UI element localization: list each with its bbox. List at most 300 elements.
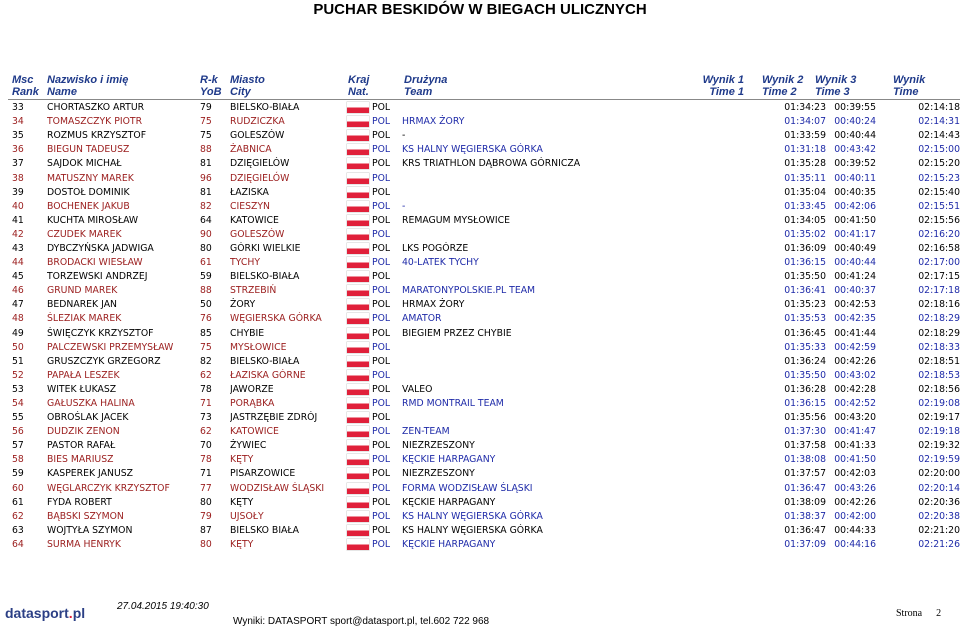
- flag-cell: [344, 327, 372, 341]
- flag-cell: [344, 383, 372, 397]
- poland-flag-icon: [347, 426, 369, 437]
- time1-cell: 01:36:15: [784, 398, 826, 410]
- rank-cell: 61: [12, 496, 24, 508]
- team-cell: HRMAX ŻORY: [402, 299, 465, 311]
- name-cell: BOCHENEK JAKUB: [47, 200, 130, 212]
- yob-cell: 80: [200, 496, 212, 508]
- time2-cell: 00:43:02: [834, 369, 876, 381]
- nat-cell: POL: [372, 454, 391, 466]
- total-time-cell: 02:15:00: [918, 144, 960, 156]
- nat-cell: POL: [372, 158, 391, 170]
- time1-cell: 01:38:08: [784, 454, 826, 466]
- nat-cell: POL: [372, 299, 391, 311]
- yob-cell: 81: [200, 158, 212, 170]
- time2-cell: 00:41:44: [834, 327, 876, 339]
- time1-cell: 01:37:09: [784, 538, 826, 550]
- table-row: [0, 101, 960, 115]
- table-row: [0, 256, 960, 270]
- yob-cell: 64: [200, 214, 212, 226]
- page-indicator: [896, 608, 941, 619]
- table-row: [0, 397, 960, 411]
- team-cell: [402, 270, 740, 284]
- city-cell: ŻABNICA: [230, 144, 272, 156]
- team-cell: NIEZRZESZONY: [402, 440, 475, 452]
- poland-flag-icon: [347, 158, 369, 169]
- poland-flag-icon: [347, 468, 369, 479]
- time1-cell: 01:37:30: [784, 426, 826, 438]
- time2-cell: 00:40:24: [834, 116, 876, 128]
- poland-flag-icon: [347, 229, 369, 240]
- flag-cell: [344, 284, 372, 298]
- name-cell: CHORTASZKO ARTUR: [47, 102, 145, 114]
- rank-cell: 57: [12, 440, 24, 452]
- nat-cell: POL: [372, 102, 391, 114]
- yob-cell: 80: [200, 538, 212, 550]
- name-cell: DOSTOŁ DOMINIK: [47, 186, 130, 198]
- rank-cell: 36: [12, 144, 24, 156]
- nat-cell: POL: [372, 510, 391, 522]
- total-time-cell: 02:20:00: [918, 468, 960, 480]
- team-cell: [402, 228, 740, 242]
- results-credit: Wyniki: DATASPORT sport@datasport.pl, tel.602 722 968: [233, 616, 490, 627]
- rank-cell: 52: [12, 369, 24, 381]
- flag-cell: [344, 186, 372, 200]
- city-cell: RUDZICZKA: [230, 116, 285, 128]
- flag-cell: [344, 312, 372, 326]
- time1-cell: 01:37:58: [784, 440, 826, 452]
- time2-cell: 00:42:52: [834, 398, 876, 410]
- rank-cell: 62: [12, 510, 24, 522]
- flag-cell: [344, 538, 372, 552]
- name-cell: FYDA ROBERT: [47, 496, 112, 508]
- col-time-pl-label: Wynik: [893, 74, 926, 86]
- name-cell: PAPAŁA LESZEK: [47, 369, 120, 381]
- team-cell: [402, 411, 740, 425]
- nat-cell: POL: [372, 144, 391, 156]
- city-cell: KATOWICE: [230, 214, 279, 226]
- name-cell: WOJTYŁA SZYMON: [47, 524, 133, 536]
- print-timestamp: 27.04.2015 19:40:30: [117, 601, 209, 612]
- time2-cell: 00:41:17: [834, 228, 876, 240]
- time2-cell: 00:40:37: [834, 285, 876, 297]
- nat-cell: POL: [372, 468, 391, 480]
- poland-flag-icon: [347, 328, 369, 339]
- rank-cell: 33: [12, 102, 24, 114]
- yob-cell: 75: [200, 341, 212, 353]
- flag-cell: [344, 101, 372, 115]
- total-time-cell: 02:18:16: [918, 299, 960, 311]
- nat-cell: POL: [372, 341, 391, 353]
- time2-cell: 00:40:35: [834, 186, 876, 198]
- total-time-cell: 02:18:51: [918, 355, 960, 367]
- time2-cell: 00:43:26: [834, 482, 876, 494]
- rank-cell: 63: [12, 524, 24, 536]
- name-cell: TOMASZCZYK PIOTR: [47, 116, 143, 128]
- city-cell: TYCHY: [230, 257, 261, 269]
- poland-flag-icon: [347, 454, 369, 465]
- yob-cell: 50: [200, 299, 212, 311]
- flag-cell: [344, 214, 372, 228]
- col-name-pl-label: Nazwisko i imię: [47, 74, 129, 86]
- flag-cell: [344, 270, 372, 284]
- team-cell: [402, 171, 740, 185]
- poland-flag-icon: [347, 102, 369, 113]
- yob-cell: 81: [200, 186, 212, 198]
- total-time-cell: 02:19:17: [918, 412, 960, 424]
- time1-cell: 01:37:57: [784, 468, 826, 480]
- table-row: [0, 327, 960, 341]
- rank-cell: 47: [12, 299, 24, 311]
- yob-cell: 88: [200, 285, 212, 297]
- rank-cell: 58: [12, 454, 24, 466]
- total-time-cell: 02:18:33: [918, 341, 960, 353]
- nat-cell: POL: [372, 538, 391, 550]
- team-cell: KRS TRIATHLON DĄBROWA GÓRNICZA: [402, 158, 581, 170]
- team-cell: [402, 186, 740, 200]
- time1-cell: 01:35:53: [784, 313, 826, 325]
- time1-cell: 01:35:50: [784, 271, 826, 283]
- time2-cell: 00:44:16: [834, 538, 876, 550]
- time2-cell: 00:41:50: [834, 214, 876, 226]
- poland-flag-icon: [347, 384, 369, 395]
- poland-flag-icon: [347, 398, 369, 409]
- name-cell: ŚLEZIAK MAREK: [47, 313, 122, 325]
- city-cell: MYSŁOWICE: [230, 341, 287, 353]
- name-cell: BIES MARIUSZ: [47, 454, 114, 466]
- nat-cell: POL: [372, 327, 391, 339]
- flag-cell: [344, 369, 372, 383]
- time2-cell: 00:41:24: [834, 271, 876, 283]
- team-cell: KĘCKIE HARPAGANY: [402, 538, 496, 550]
- poland-flag-icon: [347, 201, 369, 212]
- name-cell: CZUDEK MAREK: [47, 228, 122, 240]
- rank-cell: 59: [12, 468, 24, 480]
- poland-flag-icon: [347, 342, 369, 353]
- city-cell: KĘTY: [230, 496, 254, 508]
- table-row: [0, 524, 960, 538]
- col-team-en-label: Team: [404, 86, 433, 98]
- name-cell: GRUSZCZYK GRZEGORZ: [47, 355, 161, 367]
- rank-cell: 60: [12, 482, 24, 494]
- time2-cell: 00:43:20: [834, 412, 876, 424]
- time1-cell: 01:35:33: [784, 341, 826, 353]
- time2-cell: 00:42:53: [834, 299, 876, 311]
- poland-flag-icon: [347, 187, 369, 198]
- yob-cell: 75: [200, 116, 212, 128]
- total-time-cell: 02:15:56: [918, 214, 960, 226]
- flag-cell: [344, 439, 372, 453]
- nat-cell: POL: [372, 313, 391, 325]
- col-time1-pl-label: Wynik 1: [702, 74, 744, 86]
- name-cell: GAŁUSZKA HALINA: [47, 398, 135, 410]
- rank-cell: 64: [12, 538, 24, 550]
- nat-cell: POL: [372, 271, 391, 283]
- name-cell: TORZEWSKI ANDRZEJ: [47, 271, 148, 283]
- time1-cell: 01:35:11: [784, 172, 826, 184]
- time2-cell: 00:44:33: [834, 524, 876, 536]
- time1-cell: 01:33:45: [784, 200, 826, 212]
- team-cell: [402, 369, 740, 383]
- time1-cell: 01:35:28: [784, 158, 826, 170]
- poland-flag-icon: [347, 116, 369, 127]
- city-cell: ŁAZISKA GÓRNE: [230, 369, 306, 381]
- yob-cell: 82: [200, 355, 212, 367]
- time1-cell: 01:35:23: [784, 299, 826, 311]
- city-cell: JASTRZĘBIE ZDRÓJ: [230, 412, 318, 424]
- team-cell: ZEN-TEAM: [402, 426, 450, 438]
- table-row: [0, 482, 960, 496]
- time1-cell: 01:35:50: [784, 369, 826, 381]
- col-yob-label: YoB: [200, 86, 222, 98]
- nat-cell: POL: [372, 116, 391, 128]
- city-cell: ŻORY: [230, 299, 256, 311]
- flag-cell: [344, 482, 372, 496]
- total-time-cell: 02:14:31: [918, 116, 960, 128]
- poland-flag-icon: [347, 173, 369, 184]
- name-cell: PALCZEWSKI PRZEMYSŁAW: [47, 341, 174, 353]
- col-msc-label: Msc: [12, 74, 34, 86]
- city-cell: BIELSKO-BIAŁA: [230, 355, 300, 367]
- city-cell: GOLESZÓW: [230, 130, 285, 142]
- rank-cell: 42: [12, 228, 24, 240]
- flag-cell: [344, 453, 372, 467]
- table-row: [0, 510, 960, 524]
- name-cell: OBROŚLAK JACEK: [47, 412, 129, 424]
- flag-cell: [344, 355, 372, 369]
- team-cell: AMATOR: [402, 313, 442, 325]
- table-row: [0, 228, 960, 242]
- yob-cell: 96: [200, 172, 212, 184]
- poland-flag-icon: [347, 511, 369, 522]
- total-time-cell: 02:19:08: [918, 398, 960, 410]
- time2-cell: 00:43:42: [834, 144, 876, 156]
- team-cell: -: [402, 200, 406, 212]
- datasport-logo: datasport.pl: [5, 605, 86, 621]
- table-row: [0, 369, 960, 383]
- team-cell: MARATONYPOLSKIE.PL TEAM: [402, 285, 536, 297]
- city-cell: WODZISŁAW ŚLĄSKI: [230, 482, 325, 494]
- table-row: [0, 270, 960, 284]
- team-cell: HRMAX ŻORY: [402, 116, 465, 128]
- rank-cell: 39: [12, 186, 24, 198]
- team-cell: RMD MONTRAIL TEAM: [402, 398, 504, 410]
- rank-cell: 53: [12, 383, 24, 395]
- table-row: [0, 467, 960, 481]
- col-time-en-label: Time: [893, 86, 919, 98]
- poland-flag-icon: [347, 257, 369, 268]
- city-cell: PISARZOWICE: [230, 468, 296, 480]
- flag-cell: [344, 143, 372, 157]
- name-cell: MATUSZNY MAREK: [47, 172, 134, 184]
- team-cell: KS HALNY WĘGIERSKA GÓRKA: [402, 524, 543, 536]
- total-time-cell: 02:18:53: [918, 369, 960, 381]
- time1-cell: 01:38:09: [784, 496, 826, 508]
- total-time-cell: 02:16:58: [918, 242, 960, 254]
- total-time-cell: 02:15:40: [918, 186, 960, 198]
- flag-cell: [344, 467, 372, 481]
- name-cell: GRUND MAREK: [47, 285, 118, 297]
- time1-cell: 01:36:15: [784, 257, 826, 269]
- flag-cell: [344, 341, 372, 355]
- yob-cell: 87: [200, 524, 212, 536]
- rank-cell: 54: [12, 398, 24, 410]
- yob-cell: 62: [200, 426, 212, 438]
- city-cell: ŁAZISKA: [230, 186, 269, 198]
- flag-cell: [344, 298, 372, 312]
- team-cell: KĘCKIE HARPAGANY: [402, 454, 496, 466]
- nat-cell: POL: [372, 440, 391, 452]
- nat-cell: POL: [372, 285, 391, 297]
- total-time-cell: 02:14:43: [918, 130, 960, 142]
- flag-cell: [344, 411, 372, 425]
- nat-cell: POL: [372, 524, 391, 536]
- total-time-cell: 02:21:26: [918, 538, 960, 550]
- total-time-cell: 02:16:20: [918, 228, 960, 240]
- table-row: [0, 284, 960, 298]
- total-time-cell: 02:14:18: [918, 102, 960, 114]
- total-time-cell: 02:18:29: [918, 313, 960, 325]
- rank-cell: 40: [12, 200, 24, 212]
- total-time-cell: 02:19:18: [918, 426, 960, 438]
- flag-cell: [344, 200, 372, 214]
- city-cell: DZIĘGIELÓW: [230, 172, 290, 184]
- rank-cell: 45: [12, 271, 24, 283]
- poland-flag-icon: [347, 144, 369, 155]
- city-cell: UJSOŁY: [230, 510, 264, 522]
- col-time3-pl-label: Wynik 3: [815, 74, 857, 86]
- col-name-en-label: Name: [47, 86, 77, 98]
- time2-cell: 00:40:49: [834, 242, 876, 254]
- nat-cell: POL: [372, 426, 391, 438]
- rank-cell: 43: [12, 242, 24, 254]
- nat-cell: POL: [372, 398, 391, 410]
- flag-cell: [344, 228, 372, 242]
- team-cell: [402, 101, 740, 115]
- time1-cell: 01:36:24: [784, 355, 826, 367]
- team-cell: -: [402, 130, 406, 142]
- nat-cell: POL: [372, 172, 391, 184]
- poland-flag-icon: [347, 525, 369, 536]
- table-header: [0, 74, 960, 98]
- city-cell: BIELSKO BIAŁA: [230, 524, 300, 536]
- flag-cell: [344, 242, 372, 256]
- time1-cell: 01:38:37: [784, 510, 826, 522]
- yob-cell: 85: [200, 327, 212, 339]
- city-cell: BIELSKO-BIAŁA: [230, 102, 300, 114]
- flag-cell: [344, 510, 372, 524]
- col-team-pl-label: Drużyna: [404, 74, 448, 86]
- name-cell: KUCHTA MIROSŁAW: [47, 214, 139, 226]
- table-row: [0, 312, 960, 326]
- city-cell: DZIĘGIELÓW: [230, 158, 290, 170]
- time1-cell: 01:36:47: [784, 524, 826, 536]
- col-time2-pl-label: Wynik 2: [762, 74, 804, 86]
- flag-cell: [344, 496, 372, 510]
- time1-cell: 01:34:23: [784, 102, 826, 114]
- time2-cell: 00:42:03: [834, 468, 876, 480]
- city-cell: GÓRKI WIELKIE: [230, 242, 301, 254]
- table-row: [0, 411, 960, 425]
- time1-cell: 01:35:56: [784, 412, 826, 424]
- time2-cell: 00:42:28: [834, 383, 876, 395]
- nat-cell: POL: [372, 496, 391, 508]
- poland-flag-icon: [347, 412, 369, 423]
- table-row: [0, 157, 960, 171]
- time1-cell: 01:36:45: [784, 327, 826, 339]
- name-cell: DYBCZYŃSKA JADWIGA: [47, 242, 154, 254]
- name-cell: ROZMUS KRZYSZTOF: [47, 130, 147, 142]
- yob-cell: 82: [200, 200, 212, 212]
- rank-cell: 55: [12, 412, 24, 424]
- nat-cell: POL: [372, 200, 391, 212]
- rank-cell: 46: [12, 285, 24, 297]
- time2-cell: 00:40:44: [834, 257, 876, 269]
- table-row: [0, 129, 960, 143]
- yob-cell: 90: [200, 228, 212, 240]
- rank-cell: 41: [12, 214, 24, 226]
- total-time-cell: 02:20:38: [918, 510, 960, 522]
- poland-flag-icon: [347, 483, 369, 494]
- nat-cell: POL: [372, 186, 391, 198]
- flag-cell: [344, 397, 372, 411]
- nat-cell: POL: [372, 130, 391, 142]
- name-cell: SURMA HENRYK: [47, 538, 121, 550]
- poland-flag-icon: [347, 215, 369, 226]
- poland-flag-icon: [347, 243, 369, 254]
- table-row: [0, 171, 960, 185]
- total-time-cell: 02:18:56: [918, 383, 960, 395]
- name-cell: KASPEREK JANUSZ: [47, 468, 134, 480]
- nat-cell: POL: [372, 228, 391, 240]
- table-row: [0, 355, 960, 369]
- poland-flag-icon: [347, 130, 369, 141]
- total-time-cell: 02:20:14: [918, 482, 960, 494]
- flag-cell: [344, 256, 372, 270]
- city-cell: GOLESZÓW: [230, 228, 285, 240]
- col-time2-en-label: Time 2: [762, 86, 797, 98]
- flag-cell: [344, 524, 372, 538]
- page-label: Strona: [896, 608, 923, 619]
- time2-cell: 00:40:11: [834, 172, 876, 184]
- col-city-en-label: City: [230, 86, 251, 98]
- nat-cell: POL: [372, 242, 391, 254]
- city-cell: KATOWICE: [230, 426, 279, 438]
- city-cell: KĘTY: [230, 454, 254, 466]
- table-row: [0, 425, 960, 439]
- poland-flag-icon: [347, 299, 369, 310]
- table-row: [0, 496, 960, 510]
- table-row: [0, 242, 960, 256]
- yob-cell: 75: [200, 130, 212, 142]
- time2-cell: 00:39:55: [834, 102, 876, 114]
- team-cell: LKS POGÓRZE: [402, 242, 469, 254]
- table-row: [0, 200, 960, 214]
- yob-cell: 78: [200, 454, 212, 466]
- time1-cell: 01:36:28: [784, 383, 826, 395]
- rank-cell: 49: [12, 327, 24, 339]
- poland-flag-icon: [347, 271, 369, 282]
- yob-cell: 76: [200, 313, 212, 325]
- col-time1-en-label: Time 1: [709, 86, 744, 98]
- poland-flag-icon: [347, 440, 369, 451]
- flag-cell: [344, 115, 372, 129]
- time2-cell: 00:42:59: [834, 341, 876, 353]
- city-cell: CHYBIE: [230, 327, 265, 339]
- name-cell: ŚWIĘCZYK KRZYSZTOF: [47, 327, 154, 339]
- time2-cell: 00:40:44: [834, 130, 876, 142]
- page-number: 2: [936, 608, 942, 619]
- poland-flag-icon: [347, 285, 369, 296]
